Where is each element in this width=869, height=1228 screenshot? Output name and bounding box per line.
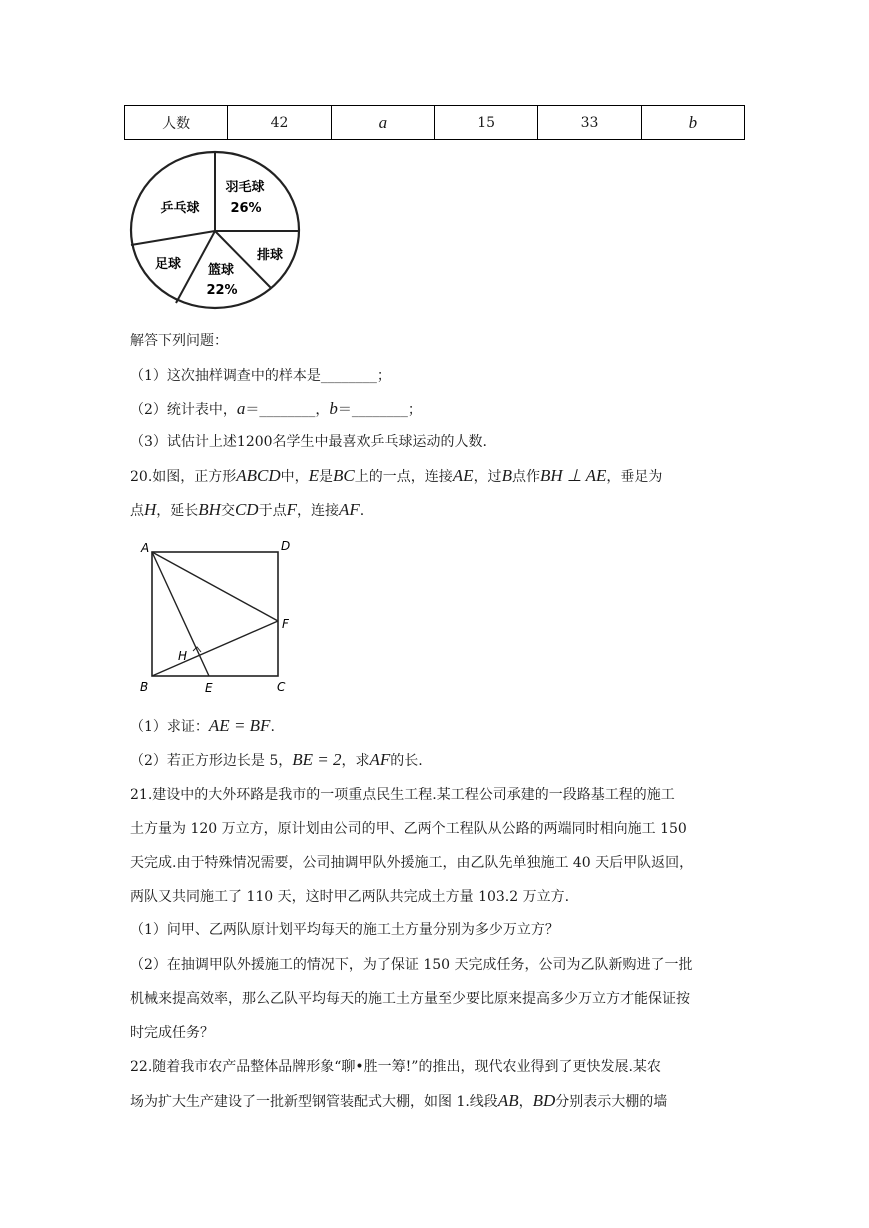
- math-var: a: [236, 399, 246, 418]
- table-cell: a: [331, 106, 434, 140]
- text: 是: [319, 469, 334, 485]
- math-var: BH ⊥ AE: [539, 466, 607, 485]
- text: 点: [130, 503, 144, 519]
- table-row: [125, 106, 745, 140]
- text: 交: [220, 503, 235, 519]
- q21-line4: 两队又共同施工了 110 天，这时甲乙两队共完成土方量 103.2 万立方.: [130, 889, 570, 905]
- text: .: [359, 503, 365, 519]
- math-var: AE: [452, 466, 474, 485]
- q20-line2: [130, 500, 740, 521]
- square-geometry-figure: [135, 538, 300, 698]
- text: 于点: [258, 503, 287, 519]
- math-var: BD: [532, 1091, 556, 1110]
- text: （2）统计表中，: [130, 402, 237, 418]
- text: （2）若正方形边长是 5，: [130, 753, 293, 769]
- pie-percent: 26%: [230, 201, 262, 216]
- point-label-c: C: [277, 680, 286, 694]
- table-cell: 42: [228, 106, 331, 140]
- q21-part2-line1: （2）在抽调甲队外援施工的情况下，为了保证 150 天完成任务，公司为乙队新购进了一批: [130, 957, 693, 973]
- text: .: [270, 719, 275, 735]
- math-var: E: [308, 466, 320, 485]
- math-var: F: [286, 500, 297, 519]
- q19-part2: [130, 399, 422, 420]
- text: 分别表示大棚的墙: [555, 1094, 668, 1110]
- point-label-h: H: [178, 649, 188, 663]
- text: 点作: [511, 469, 540, 485]
- table-cell: 15: [434, 106, 537, 140]
- q19-part3: （3）试估计上述1200名学生中最喜欢乒乓球运动的人数.: [130, 434, 487, 450]
- point-label-a: A: [141, 541, 150, 555]
- q20-part2: [130, 750, 423, 771]
- q22-line2: [130, 1091, 740, 1112]
- pie-percent: 22%: [206, 283, 238, 298]
- q19-intro: 解答下列问题：: [130, 333, 228, 349]
- math-expr: AE = BF: [208, 716, 271, 735]
- stats-table: [124, 105, 745, 140]
- pie-label: 篮球: [207, 263, 235, 278]
- pie-chart-figure: [128, 148, 303, 313]
- segment-af: [152, 552, 278, 621]
- q21-line2: 土方量为 120 万立方，原计划由公司的甲、乙两个工程队从公路的两端同时相向施工 150: [130, 821, 687, 837]
- math-var: BC: [333, 466, 355, 485]
- math-var: b: [329, 399, 338, 418]
- text: 上的一点，连接: [354, 469, 453, 485]
- q21-line3: 天完成.由于特殊情况需要，公司抽调甲队外援施工，由乙队先单独施工 40 天后甲队返回，: [130, 855, 694, 871]
- q21-line1: 21.建设中的大外环路是我市的一项重点民生工程.某工程公司承建的一段路基工程的施工: [130, 787, 675, 803]
- q20-line1: [130, 466, 740, 487]
- text: ，: [518, 1094, 533, 1110]
- point-label-e: E: [205, 681, 213, 695]
- segment-bf: [152, 621, 278, 676]
- math-var: B: [501, 466, 512, 485]
- point-label-d: D: [281, 539, 291, 553]
- pie-label: 羽毛球: [225, 180, 265, 195]
- math-var: ABCD: [236, 466, 281, 485]
- math-var: H: [144, 500, 157, 519]
- text: ，连接: [296, 503, 339, 519]
- table-cell: 人数: [125, 106, 228, 140]
- text: ，垂足为: [606, 469, 663, 485]
- pie-divider: [131, 231, 215, 245]
- q22-line1: 22.随着我市农产品整体品牌形象“聊•胜一筹!”的推出，现代农业得到了更快发展.某农: [130, 1059, 661, 1075]
- square-abcd: [152, 552, 278, 676]
- point-label-b: B: [140, 680, 149, 694]
- pie-label: 乒乓球: [160, 201, 200, 216]
- table-cell: b: [641, 106, 744, 140]
- text: 场为扩大生产建设了一批新型钢管装配式大棚，如图 1.线段: [130, 1094, 498, 1110]
- math-var: BH: [198, 500, 221, 519]
- table-cell: 33: [538, 106, 641, 140]
- text: 中，: [280, 469, 309, 485]
- text: ，延长: [156, 503, 199, 519]
- q21-part1: （1）问甲、乙两队原计划平均每天的施工土方量分别为多少万立方？: [130, 922, 559, 938]
- q20-part1: [130, 716, 275, 737]
- text: ，过: [473, 469, 502, 485]
- text: 20.如图，正方形: [130, 469, 237, 485]
- text: 的长.: [390, 753, 423, 769]
- q21-part2-line3: 时完成任务？: [130, 1025, 214, 1041]
- math-var: CD: [234, 500, 259, 519]
- math-expr: BE = 2: [292, 750, 342, 769]
- pie-label: 足球: [154, 257, 182, 272]
- point-label-f: F: [282, 617, 289, 631]
- pie-label: 排球: [256, 248, 284, 263]
- math-var: AF: [338, 500, 360, 519]
- text: ，求: [341, 753, 370, 769]
- math-var: AF: [369, 750, 391, 769]
- text: （1）求证：: [130, 719, 209, 735]
- q21-part2-line2: 机械来提高效率，那么乙队平均每天的施工土方量至少要比原来提高多少万立方才能保证按: [130, 991, 690, 1007]
- q19-part1: （1）这次抽样调查中的样本是________；: [130, 368, 391, 384]
- text: ＝________；: [337, 402, 422, 418]
- math-var: AB: [497, 1091, 519, 1110]
- text: ＝________，: [245, 402, 330, 418]
